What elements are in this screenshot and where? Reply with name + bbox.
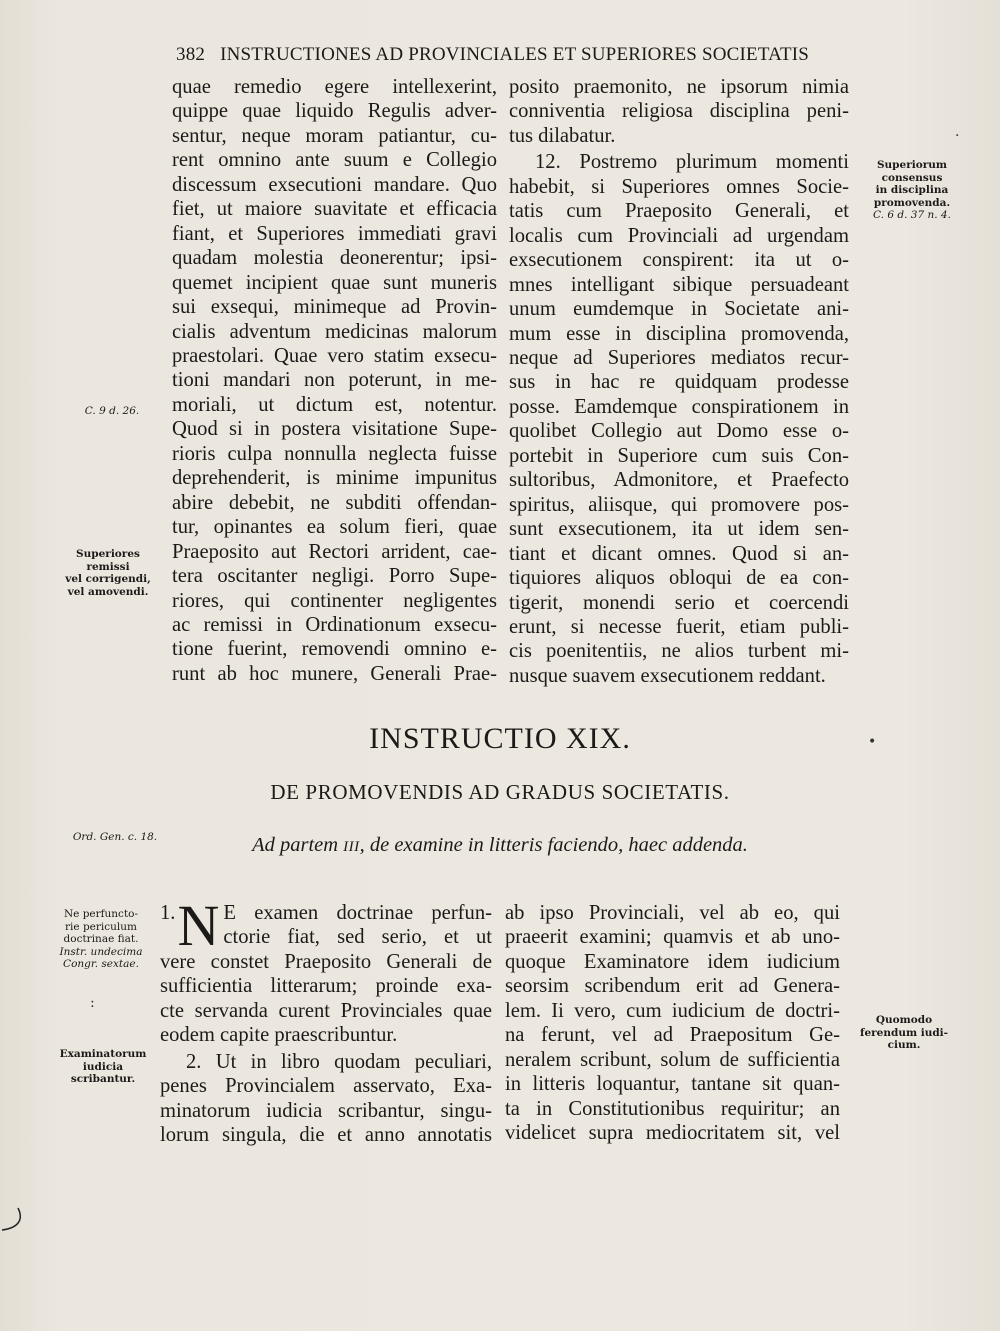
text-line: exsecutionem conspirent: ita ut o- (509, 249, 849, 272)
text-line: neque ad Superiores mediatos recur- (509, 346, 849, 369)
text-line: mnes intelligant sibique persuadeant (509, 273, 849, 296)
text-line: posito praemonito, ne ipsorum nimia (509, 76, 849, 98)
top-right-column (509, 75, 849, 688)
margin-note-line: Quomodo (875, 1014, 933, 1026)
text-line: 2. Ut in libro quodam peculiari, (186, 1050, 492, 1073)
margin-note-ref-line: Congr. sextae. (63, 958, 139, 970)
text-line: ab ipso Provinciali, vel ab eo, qui (505, 902, 840, 924)
text-line: fiet, ut maiore suavitate et efficacia (172, 198, 497, 221)
margin-note-ref-line: Instr. undecima (59, 945, 143, 958)
text-line: rent omnino ante suum e Collegio (172, 149, 497, 172)
text-line: cialis adventum medicinas malorum (172, 320, 497, 343)
text-line: deprehenderit, is minime impunitus (172, 467, 497, 490)
text-line: conniventia religiosa disciplina peni- (509, 100, 849, 123)
margin-note-line: Ne perfuncto- (63, 908, 139, 920)
text-line: lem. Ii vero, cum iudicium de doctri- (505, 999, 840, 1022)
stray-mark: • (868, 734, 877, 750)
text-line: nusque suavem exsecutionem reddant. (509, 664, 826, 687)
paragraph-12 (509, 150, 849, 688)
text-line: seorsim scribendum erit ad Genera- (505, 975, 840, 998)
margin-note-line: vel amovendi. (67, 585, 149, 598)
text-line: unum eumdemque in Societate ani- (509, 298, 849, 321)
margin-note-line: vel corrigendi, (65, 573, 151, 585)
text-line: tiant et dicant omnes. Quod si an- (509, 542, 849, 565)
paragraph-1-rest (160, 950, 492, 1048)
margin-note-line: consensus (881, 171, 943, 184)
text-line: tera oscitanter negligi. Porro Supe- (172, 565, 497, 588)
page-number: 382 (176, 44, 206, 65)
text-line: Quod si in postera visitatione Supe- (172, 418, 497, 441)
margin-note-line: scribantur. (70, 1073, 136, 1085)
margin-note-superiorum-consensus (862, 159, 962, 222)
margin-note-superiorum-text (862, 159, 962, 209)
text-line: quippe quae liquido Regulis adver- (172, 100, 497, 123)
text-line: praestolari. Quae vero statim exsecu- (172, 344, 497, 367)
paragraph-2 (160, 1050, 492, 1148)
text-line: vere constet Praeposito Generali de (160, 950, 492, 973)
bottom-left-column (160, 893, 492, 1148)
text-line: ac remissi in Ordinationum exsecu- (172, 613, 497, 636)
text-line: posse. Eamdemque conspirationem in (509, 395, 849, 418)
stray-mark: : (90, 995, 95, 1011)
instruction-subtitle: DE PROMOVENDIS AD GRADUS SOCIETATIS. (270, 780, 730, 804)
text-line: ctorie fiat, sed serio, et ut (223, 926, 492, 949)
text-line: abire debebit, ne subditi offendan- (172, 491, 497, 514)
text-line: tigerit, monendi serio et coercendi (509, 591, 849, 614)
stray-mark: · (955, 128, 960, 144)
text-line: na ferunt, vel ad Praepositum Ge- (505, 1024, 840, 1047)
text-line: videlicet supra mediocritatem sit, vel (505, 1122, 840, 1145)
margin-note-ne-perfunctorie (46, 908, 156, 971)
text-line: sus in hac re quidquam prodesse (509, 371, 849, 394)
margin-note-line: ferendum iudi- (859, 1026, 949, 1039)
text-line: fiant, et Superiores immediati gravi (172, 222, 497, 245)
margin-ref-text: Ord. Gen. c. 18. (72, 831, 158, 843)
text-line: discessum exsecutioni mandare. Quo (172, 173, 497, 196)
paragraph-1 (160, 893, 492, 1048)
text-line: quae remedio egere intellexerint, (172, 76, 497, 98)
text-line: tione fuerint, removendi omnino e- (172, 638, 497, 661)
text-line: moriali, ut dictum est, notentur. (172, 393, 497, 416)
text-line: 12. Postremo plurimum momenti (535, 151, 849, 174)
text-line: cis poenitentiis, ne alios turbent mi- (509, 640, 849, 663)
rubric-pre: Ad partem (252, 834, 339, 856)
drop-cap: N (177, 893, 220, 958)
margin-ref-text: C. 9 d. 26. (84, 405, 140, 417)
margin-note-line: Superiorum (876, 159, 948, 171)
margin-note-superiorum-ref: C. 6 d. 37 n. 4. (873, 209, 951, 221)
text-line: sultoribus, Admonitore, et Praefecto (509, 469, 849, 492)
text-line: habebit, si Superiores omnes Socie- (509, 175, 849, 198)
margin-note-examinatorum (48, 1048, 158, 1086)
text-line: eodem capite praescribuntur. (160, 1024, 398, 1047)
text-line: E examen doctrinae perfun- (223, 902, 492, 924)
text-line: minatorum iudicia scribantur, singu- (160, 1099, 492, 1122)
page-edge-curve-icon (0, 1200, 30, 1240)
text-line: riores, qui continenter negligentes (172, 589, 497, 612)
text-line: quoque Examinatore idem iudicium (505, 950, 840, 973)
text-line: tioni mandari non poterunt, in me- (172, 369, 497, 392)
margin-note-line: doctrinae fiat. (63, 933, 139, 945)
continued-paragraph (509, 75, 849, 148)
text-line: runt ab hoc munere, Generali Prae- (172, 662, 497, 685)
text-line: sentur, neque moram patiantur, cu- (172, 124, 497, 147)
text-line: spiritus, aliisque, qui promovere pos- (509, 493, 849, 516)
margin-note-line: rie periculum (65, 920, 137, 933)
rubric-numeral: III (343, 839, 360, 855)
text-line: quolibet Collegio aut Domo esse o- (509, 420, 849, 443)
margin-note-ne-ref (46, 946, 156, 971)
text-line: sunt exsecutionem, ita ut idem sen- (509, 518, 849, 541)
margin-note-line: promovenda. (873, 196, 951, 209)
text-line: penes Provincialem asservato, Exa- (160, 1075, 492, 1098)
paragraph-1-number: 1. (160, 902, 176, 924)
text-line: sui exsequi, minimeque ad Provin- (172, 296, 497, 319)
text-line: praeerit examini; quamvis et ab uno- (505, 926, 840, 949)
text-line: Praeposito aut Rectori arrident, cae- (172, 540, 497, 563)
show-through-note (70, 122, 150, 133)
text-line: portebit in Superiore cum suis Con- (509, 444, 849, 467)
bottom-right-column (505, 901, 840, 1146)
text-line: localis cum Provinciali ad urgendam (509, 224, 849, 247)
text-line: neralem scribunt, solum de sufficientia (505, 1048, 840, 1071)
margin-ref-ord-gen (60, 831, 170, 844)
text-line: quadam molestia deonerentur; ipsi- (172, 247, 497, 270)
text-line: sufficientia litterarum; proinde exa- (160, 975, 492, 998)
margin-note-line: Examinatorum (59, 1048, 147, 1060)
text-line: tur, opinantes ea solum fieri, quae (172, 516, 497, 539)
running-head (176, 44, 816, 66)
margin-note-superiores-remissi (58, 548, 158, 598)
text-line: in litteris loquantur, tantane sit quan- (505, 1073, 840, 1096)
text-line: tus dilabatur. (509, 124, 616, 147)
running-title: INSTRUCTIONES AD PROVINCIALES ET SUPERIORES SOCIETATIS (220, 44, 810, 65)
top-left-column (172, 75, 497, 686)
rubric-post: , de examine in litteris faciendo, haec addenda. (359, 834, 748, 856)
margin-note-line: cium. (887, 1039, 921, 1051)
text-line: erunt, si necesse fuerit, etiam publi- (509, 615, 849, 638)
instruction-title: INSTRUCTIO XIX. (369, 722, 631, 755)
text-line: tiquiores aliquos obloqui de ea con- (509, 567, 849, 590)
margin-note-line: in disciplina (875, 184, 949, 196)
margin-note-line: Superiores (76, 548, 140, 560)
text-line: ta in Constitutionibus requiritur; an (505, 1097, 840, 1120)
margin-note-quomodo (852, 1014, 956, 1052)
text-line: cte servanda curent Provinciales quae (160, 999, 492, 1022)
text-line: rioris culpa nonnulla neglecta fuisse (172, 442, 497, 465)
margin-note-line: iudicia (82, 1060, 124, 1073)
text-line: lorum singula, die et anno annotatis (160, 1124, 492, 1147)
text-line: quemet incipient quae sunt muneris (172, 271, 497, 294)
text-line: mum esse in disciplina promovenda, (509, 322, 849, 345)
text-line: tatis cum Praeposito Generali, et (509, 200, 849, 223)
margin-ref-c9 (62, 405, 162, 418)
margin-note-line: remissi (86, 560, 130, 573)
margin-note-ne-text (46, 908, 156, 946)
